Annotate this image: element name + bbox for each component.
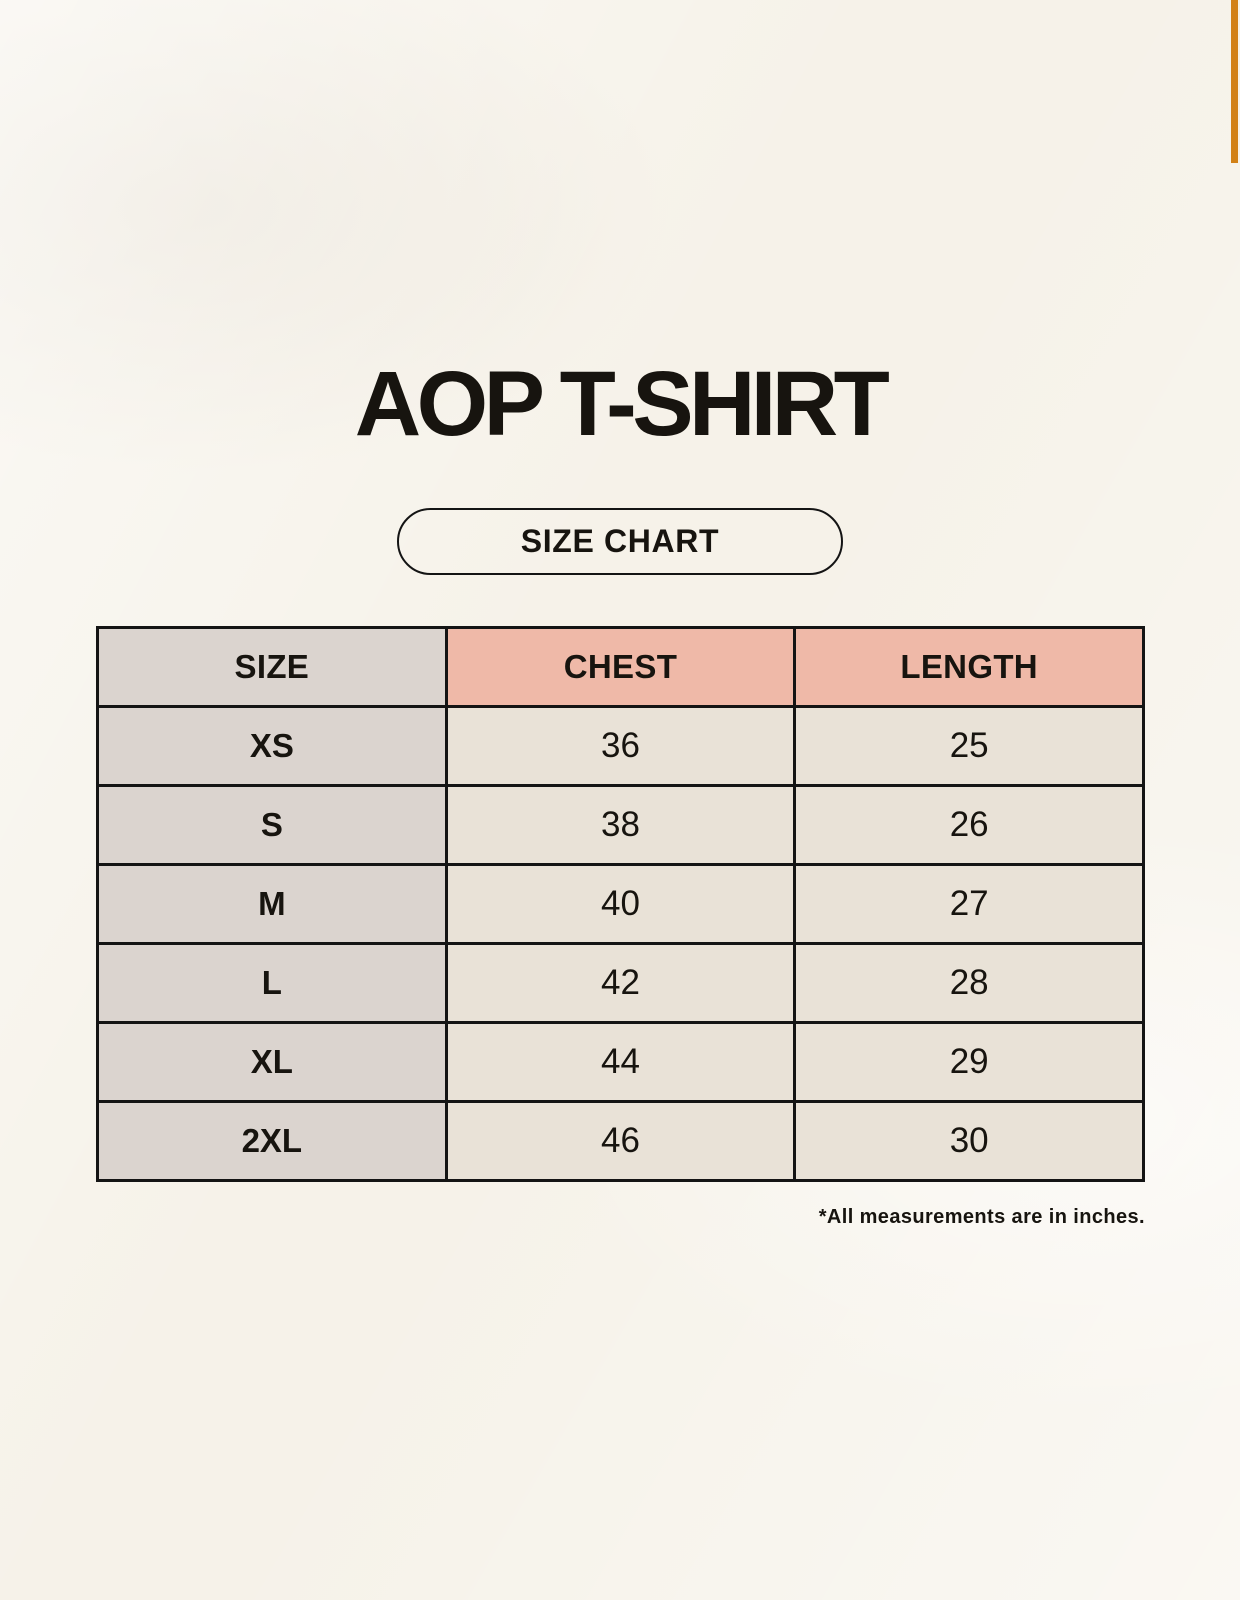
size-cell: M <box>98 865 447 944</box>
size-cell: XL <box>98 1023 447 1102</box>
size-cell: L <box>98 944 447 1023</box>
length-cell: 25 <box>795 707 1144 786</box>
length-cell: 26 <box>795 786 1144 865</box>
measurements-footnote: *All measurements are in inches. <box>818 1206 1145 1228</box>
header-size: SIZE <box>98 628 447 707</box>
right-edge-accent-bar <box>1231 0 1238 163</box>
chest-cell: 40 <box>446 865 795 944</box>
length-cell: 28 <box>795 944 1144 1023</box>
chest-cell: 44 <box>446 1023 795 1102</box>
length-cell: 30 <box>795 1102 1144 1181</box>
header-length: LENGTH <box>795 628 1144 707</box>
size-chart-table <box>96 626 1145 1182</box>
chest-cell: 36 <box>446 707 795 786</box>
table-row <box>98 1102 1144 1181</box>
length-cell: 29 <box>795 1023 1144 1102</box>
length-cell: 27 <box>795 865 1144 944</box>
chest-cell: 46 <box>446 1102 795 1181</box>
size-cell: S <box>98 786 447 865</box>
table-row <box>98 786 1144 865</box>
table-row <box>98 865 1144 944</box>
chest-cell: 38 <box>446 786 795 865</box>
table-row <box>98 944 1144 1023</box>
header-chest: CHEST <box>446 628 795 707</box>
size-cell: 2XL <box>98 1102 447 1181</box>
chest-cell: 42 <box>446 944 795 1023</box>
size-chart-button-label: SIZE CHART <box>520 523 720 559</box>
page-title: AOP T-SHIRT <box>354 353 886 455</box>
size-cell: XS <box>98 707 447 786</box>
table-header-row <box>98 628 1144 707</box>
table-row <box>98 1023 1144 1102</box>
table-row <box>98 707 1144 786</box>
size-chart-button[interactable] <box>397 508 843 575</box>
